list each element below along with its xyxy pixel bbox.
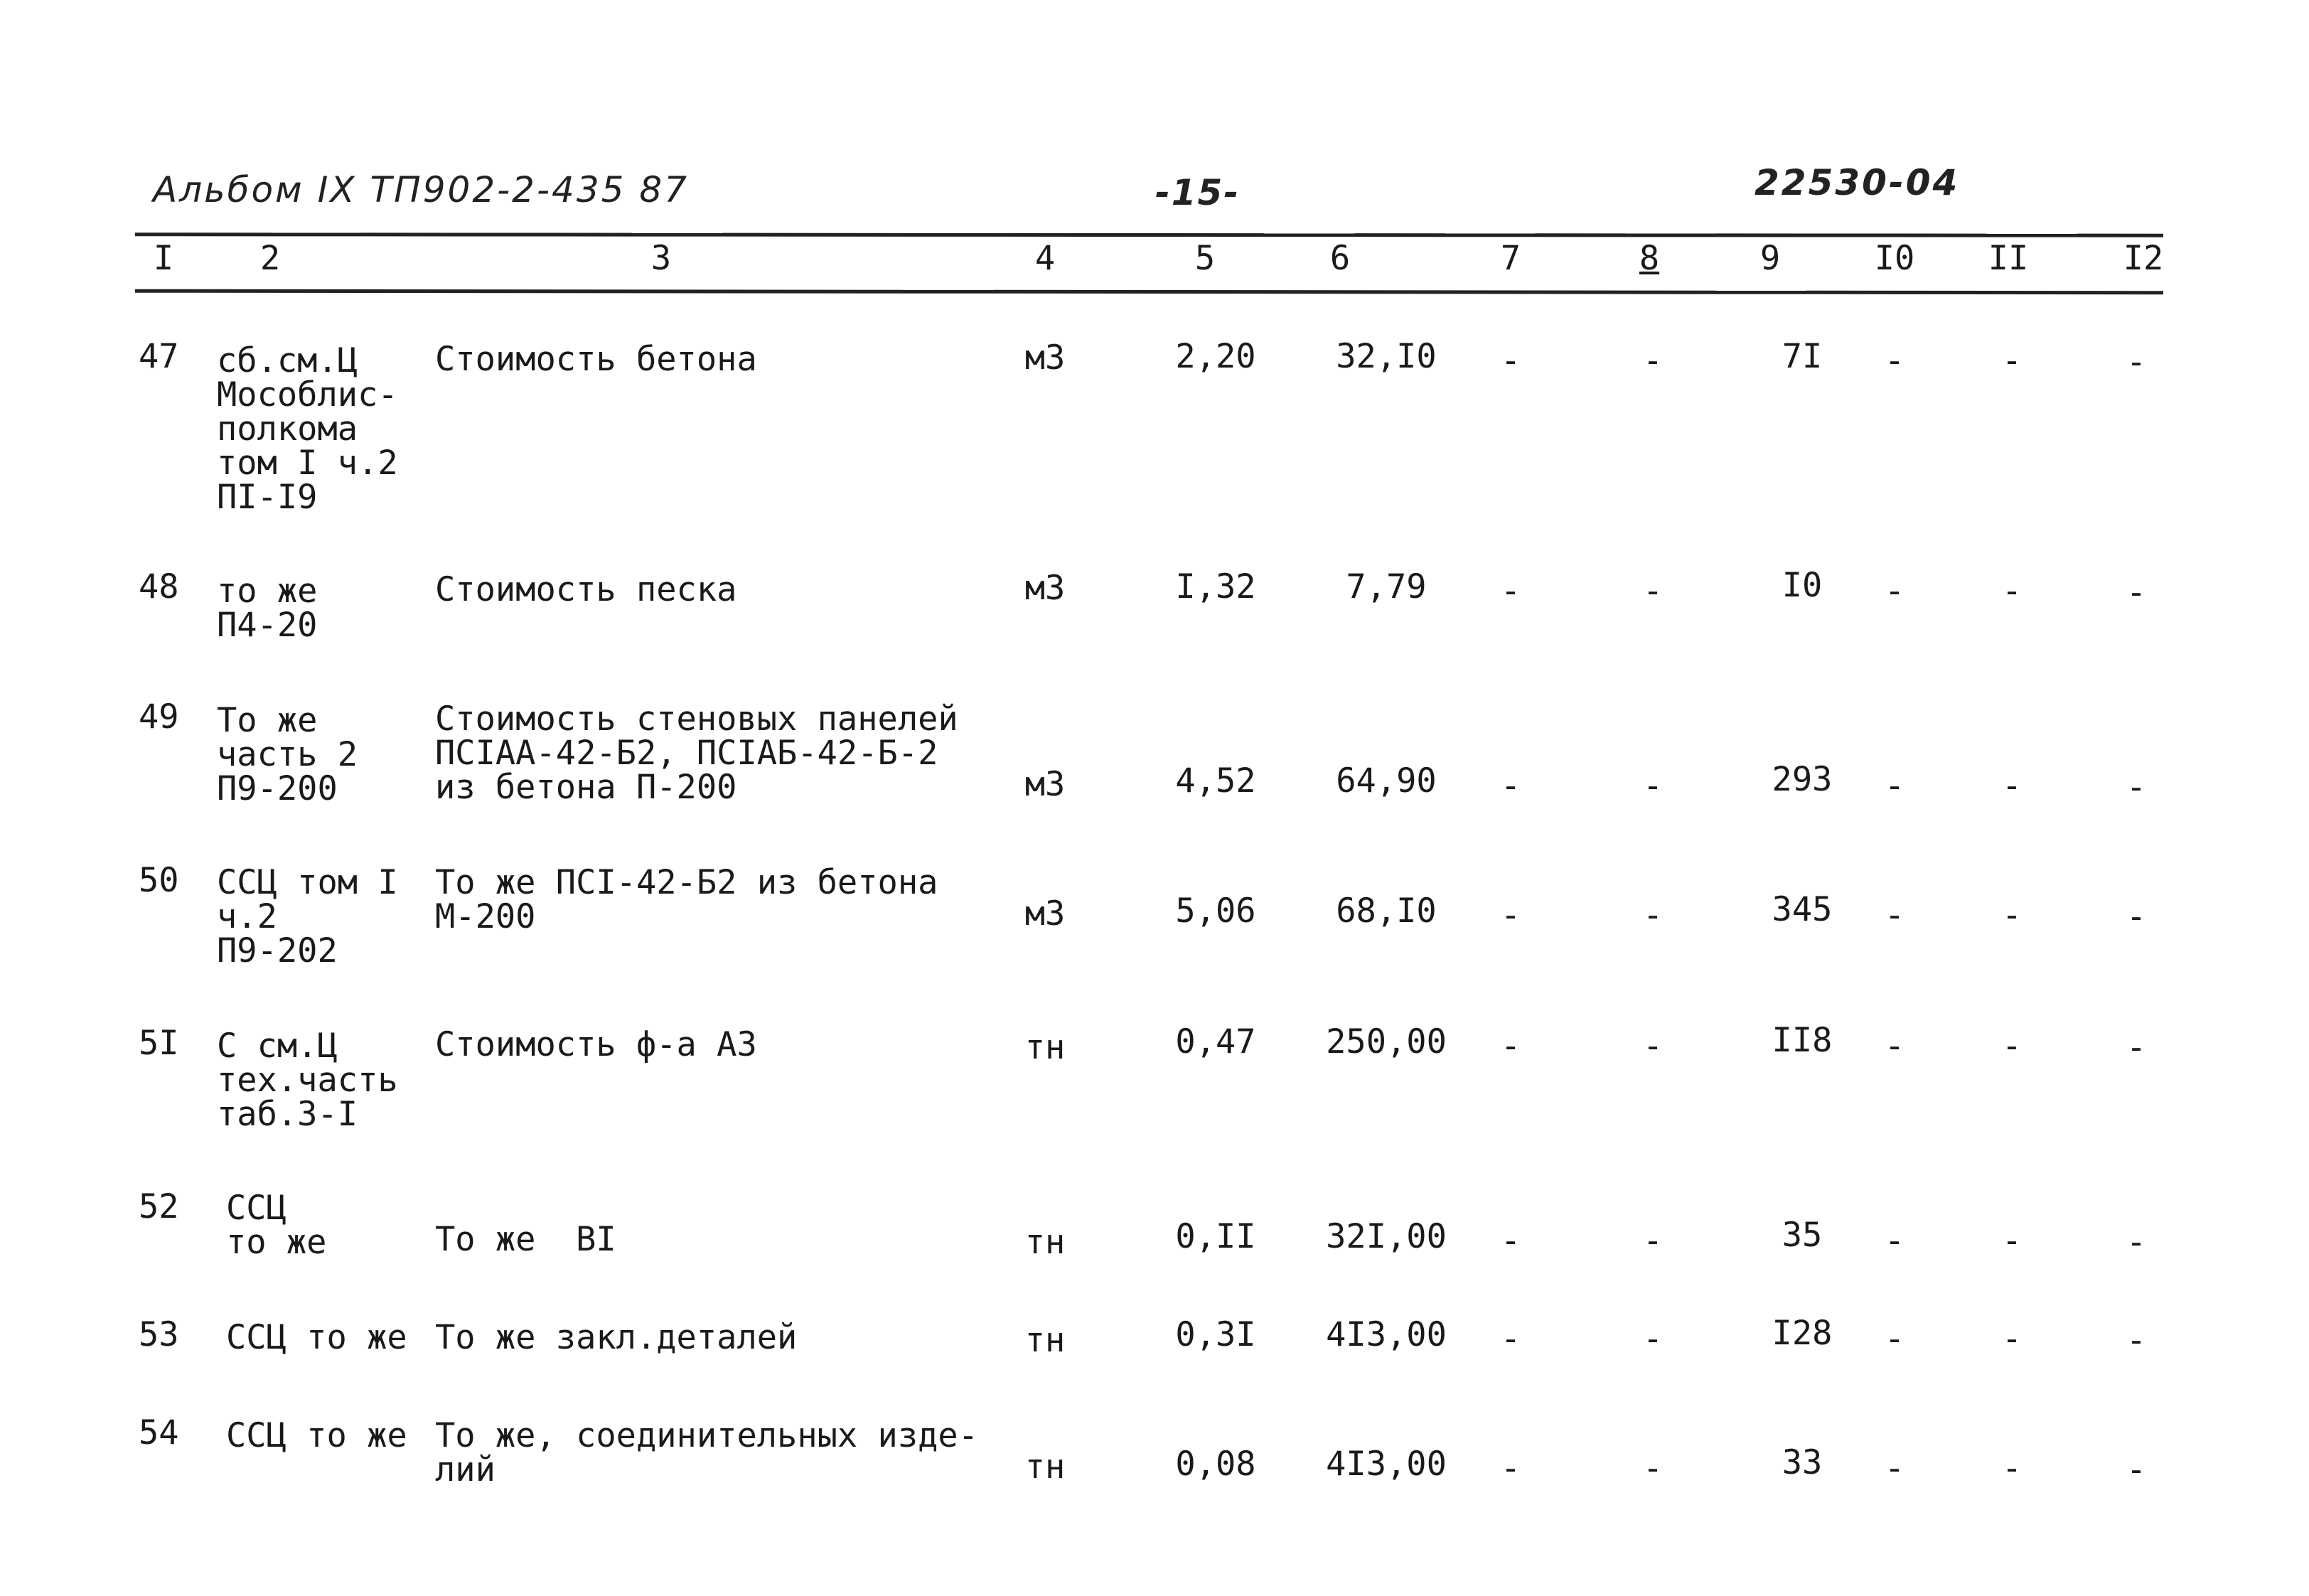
row-quantity: 0,3I xyxy=(1175,1315,1256,1354)
row-col11: - xyxy=(2001,341,2023,380)
column-header-3: 3 xyxy=(650,239,672,278)
row-col11: - xyxy=(2001,1221,2023,1260)
row-source: ССЦ то же xyxy=(226,1189,327,1262)
row-col10: - xyxy=(1884,766,1905,805)
row-number: 5I xyxy=(139,1024,179,1063)
row-source: сб.см.Ц Мособлис- полкома том I ч.2 ПI-I9 xyxy=(217,341,398,517)
row-source: ССЦ то же xyxy=(226,1416,407,1455)
row-unit: тн xyxy=(1024,1223,1066,1262)
row-number: 52 xyxy=(139,1187,179,1226)
row-col11: - xyxy=(2001,766,2023,805)
row-number: 53 xyxy=(139,1315,179,1354)
row-number: 47 xyxy=(139,337,179,376)
row-col9: 35 xyxy=(1782,1216,1823,1255)
row-col8: - xyxy=(1642,341,1664,380)
row-name: То же закл.деталей xyxy=(435,1318,798,1357)
row-source: ССЦ том I ч.2 П9-202 xyxy=(217,863,398,970)
row-price: 68,I0 xyxy=(1336,891,1437,931)
row-price: 7,79 xyxy=(1346,567,1427,606)
row-col12: - xyxy=(2126,1223,2147,1262)
row-col10: - xyxy=(1884,896,1905,935)
row-price: 4I3,00 xyxy=(1326,1315,1447,1354)
column-header-6: 6 xyxy=(1329,239,1351,278)
row-col12: - xyxy=(2126,573,2147,612)
row-col11: - xyxy=(2001,1319,2023,1359)
row-col10: - xyxy=(1884,341,1905,380)
row-col7: - xyxy=(1500,1319,1521,1359)
row-quantity: 2,20 xyxy=(1175,337,1256,376)
row-name: Стоимость бетона xyxy=(435,340,757,379)
row-col10: - xyxy=(1884,1221,1905,1260)
column-header-9: 9 xyxy=(1759,239,1781,278)
row-col9: II8 xyxy=(1772,1021,1833,1060)
column-header-2: 2 xyxy=(259,239,281,278)
row-name: То же, соединительных изде- лий xyxy=(435,1416,979,1489)
row-price: 64,90 xyxy=(1336,761,1437,800)
row-quantity: 5,06 xyxy=(1175,891,1256,931)
row-unit: м3 xyxy=(1024,894,1066,933)
row-col12: - xyxy=(2126,768,2147,807)
document-code: 22530-04 xyxy=(1754,162,1960,203)
row-col7: - xyxy=(1500,1027,1521,1066)
column-header-12: I2 xyxy=(2123,239,2164,278)
row-number: 48 xyxy=(139,567,179,606)
row-col9: I28 xyxy=(1772,1314,1833,1353)
row-unit: м3 xyxy=(1024,569,1066,608)
row-col9: 7I xyxy=(1782,337,1823,376)
row-col7: - xyxy=(1500,766,1521,805)
row-col12: - xyxy=(2126,343,2147,382)
row-col11: - xyxy=(2001,572,2023,611)
row-col7: - xyxy=(1500,1221,1521,1260)
table-top-rule xyxy=(135,232,2163,237)
row-col11: - xyxy=(2001,1449,2023,1488)
row-unit: м3 xyxy=(1024,765,1066,804)
row-col7: - xyxy=(1500,896,1521,935)
row-number: 54 xyxy=(139,1413,179,1452)
row-quantity: 0,II xyxy=(1175,1217,1256,1256)
row-price: 4I3,00 xyxy=(1326,1445,1447,1484)
row-col11: - xyxy=(2001,1027,2023,1066)
row-name: Стоимость ф-а А3 xyxy=(435,1025,757,1064)
row-quantity: I,32 xyxy=(1175,567,1256,606)
row-col9: 345 xyxy=(1772,890,1833,929)
row-name: То же ПСI-42-Б2 из бетона М-200 xyxy=(435,863,938,936)
column-header-10: I0 xyxy=(1874,239,1915,278)
row-col8: - xyxy=(1642,1221,1664,1260)
row-name: Стоимость песка xyxy=(435,570,737,609)
row-quantity: 0,47 xyxy=(1175,1022,1256,1061)
row-quantity: 0,08 xyxy=(1175,1445,1256,1484)
row-col8: - xyxy=(1642,1449,1664,1488)
page-number: -15- xyxy=(1155,172,1241,213)
row-col7: - xyxy=(1500,1449,1521,1488)
row-source: ССЦ то же xyxy=(226,1318,407,1357)
row-number: 49 xyxy=(139,697,179,737)
column-header-8: 8 xyxy=(1639,239,1660,278)
row-col10: - xyxy=(1884,1449,1905,1488)
table-header-rule xyxy=(135,289,2163,294)
row-col10: - xyxy=(1884,572,1905,611)
row-unit: тн xyxy=(1024,1447,1066,1487)
row-number: 50 xyxy=(139,861,179,900)
row-name: То же ВI xyxy=(435,1220,616,1259)
column-header-5: 5 xyxy=(1194,239,1216,278)
row-col8: - xyxy=(1642,572,1664,611)
row-col11: - xyxy=(2001,896,2023,935)
row-name: Стоимость стеновых панелей ПСIАА-42-Б2, ПСIАБ-42-Б-2 из бетона П-200 xyxy=(435,700,958,807)
row-col10: - xyxy=(1884,1027,1905,1066)
row-col12: - xyxy=(2126,1028,2147,1067)
row-col8: - xyxy=(1642,766,1664,805)
row-unit: тн xyxy=(1024,1321,1066,1360)
row-unit: м3 xyxy=(1024,338,1066,377)
row-price: 250,00 xyxy=(1326,1022,1447,1061)
row-col10: - xyxy=(1884,1319,1905,1359)
row-price: 32I,00 xyxy=(1326,1217,1447,1256)
row-col7: - xyxy=(1500,341,1521,380)
row-col12: - xyxy=(2126,1321,2147,1360)
column-header-1: I xyxy=(153,239,174,278)
row-col7: - xyxy=(1500,572,1521,611)
row-source: С см.Ц тех.часть таб.3-I xyxy=(217,1027,398,1134)
column-header-4: 4 xyxy=(1034,239,1056,278)
row-col8: - xyxy=(1642,896,1664,935)
row-col8: - xyxy=(1642,1027,1664,1066)
column-header-7: 7 xyxy=(1500,239,1521,278)
row-col9: 293 xyxy=(1772,760,1833,799)
row-col8: - xyxy=(1642,1319,1664,1359)
column-header-11: II xyxy=(1988,239,2029,278)
row-col9: 33 xyxy=(1782,1443,1823,1482)
row-col12: - xyxy=(2126,1450,2147,1489)
row-unit: тн xyxy=(1024,1028,1066,1067)
row-source: то же П4-20 xyxy=(217,572,318,645)
row-source: То же часть 2 П9-200 xyxy=(217,701,358,808)
row-col9: I0 xyxy=(1782,566,1823,605)
row-col12: - xyxy=(2126,897,2147,936)
album-title: Альбом IX ТП902-2-435 87 xyxy=(153,169,689,210)
row-price: 32,I0 xyxy=(1336,337,1437,376)
row-quantity: 4,52 xyxy=(1175,761,1256,800)
